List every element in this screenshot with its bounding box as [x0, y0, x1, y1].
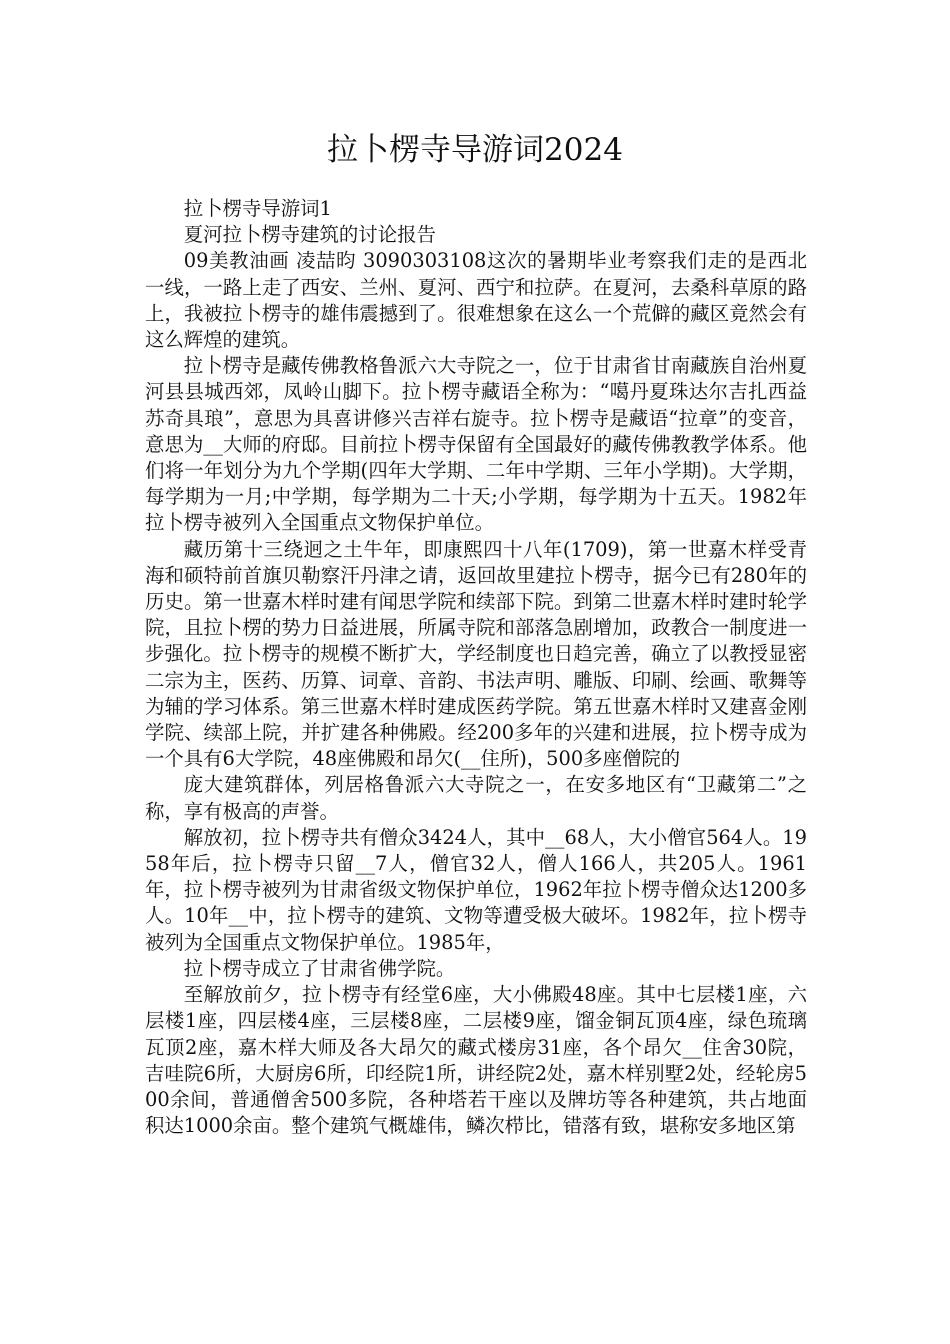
paragraph-monks: 解放初，拉卜楞寺共有僧众3424人，其中__68人，大小僧官564人。1958年后，拉卜楞寺只留__7人，僧官32人，僧人166人，共205人。1961年，拉卜楞寺被列为甘肃省级文物保护单位，1962年拉卜楞寺僧众达1200多人。10年__中，拉卜楞寺的建筑、文物等遭受极大破坏。1982年，拉卜楞寺被列为全国重点文物保护单位。1985年， [145, 825, 807, 954]
paragraph-academy: 拉卜楞寺成立了甘肃省佛学院。 [183, 956, 456, 980]
paragraph-buildings: 至解放前夕，拉卜楞寺有经堂6座，大小佛殿48座。其中七层楼1座，六层楼1座，四层楼4座，三层楼8座，二层楼9座，馏金铜瓦顶4座，绿色琉璃瓦顶2座，嘉木样大师及各大昂欠的藏式楼房31座，各个昂欠__住舍30院，吉哇院6所，大厨房6所，印经院1所，讲经院2处，嘉木样别墅2处，经轮房500余间，普通僧舍500多院，各种塔若干座以及牌坊等各种建筑，共占地面积达1000余亩。整个建筑气概雄伟，鳞次栉比，错落有致，堪称安多地区第 [145, 983, 807, 1138]
document-title: 拉卜楞寺导游词2024 [327, 132, 623, 168]
document-body [145, 196, 807, 1139]
paragraph-overview: 拉卜楞寺是藏传佛教格鲁派六大寺院之一，位于甘肃省甘南藏族自治州夏河县县城西郊，凤岭山脚下。拉卜楞寺藏语全称为：“噶丹夏珠达尔吉扎西益苏奇具琅”，意思为具喜讲修兴吉祥右旋寺。拉卜楞寺是藏语“拉章”的变音，意思为__大师的府邸。目前拉卜楞寺保留有全国最好的藏传佛教教学体系。他们将一年划分为九个学期(四年大学期、二年中学期、三年小学期)。大学期，每学期为一月;中学期，每学期为二十天;小学期，每学期为十五天。1982年拉卜楞寺被列入全国重点文物保护单位。 [145, 354, 807, 535]
paragraph-history: 藏历第十三绕迥之土牛年，即康熙四十八年(1709)，第一世嘉木样受青海和硕特前首旗贝勒察汗丹津之请，返回故里建拉卜楞寺，据今已有280年的历史。第一世嘉木样时建有闻思学院和续部下院。到第二世嘉木样时建时轮学院，且拉卜楞的势力日益进展，所属寺院和部落急剧增加，政教合一制度进一步强化。拉卜楞寺的规模不断扩大，学经制度也日趋完善，确立了以教授显密二宗为主，医药、历算、词章、音韵、书法声明、雕版、印刷、绘画、歌舞等为辅的学习体系。第三世嘉木样时建成医药学院。第五世嘉木样时又建喜金刚学院、续部上院，并扩建各种佛殿。经200多年的兴建和进展，拉卜楞寺成为一个具有6大学院，48座佛殿和昂欠(__住所)，500多座僧院的 [145, 537, 807, 771]
paragraph-reputation: 庞大建筑群体，列居格鲁派六大寺院之一，在安多地区有“卫藏第二”之称，享有极高的声誉。 [145, 773, 807, 823]
paragraph-report-title: 夏河拉卜楞寺建筑的讨论报告 [183, 223, 436, 247]
paragraph-section-heading: 拉卜楞寺导游词1 [183, 197, 332, 220]
paragraph-intro: 09美教油画 凌喆昀 3090303108这次的暑期毕业考察我们走的是西北一线，一路上走了西安、兰州、夏河、西宁和拉萨。在夏河，去桑科草原的路上，我被拉卜楞寺的雄伟震撼到了。很难想象在这么一个荒僻的藏区竟然会有这么辉煌的建筑。 [145, 249, 807, 352]
